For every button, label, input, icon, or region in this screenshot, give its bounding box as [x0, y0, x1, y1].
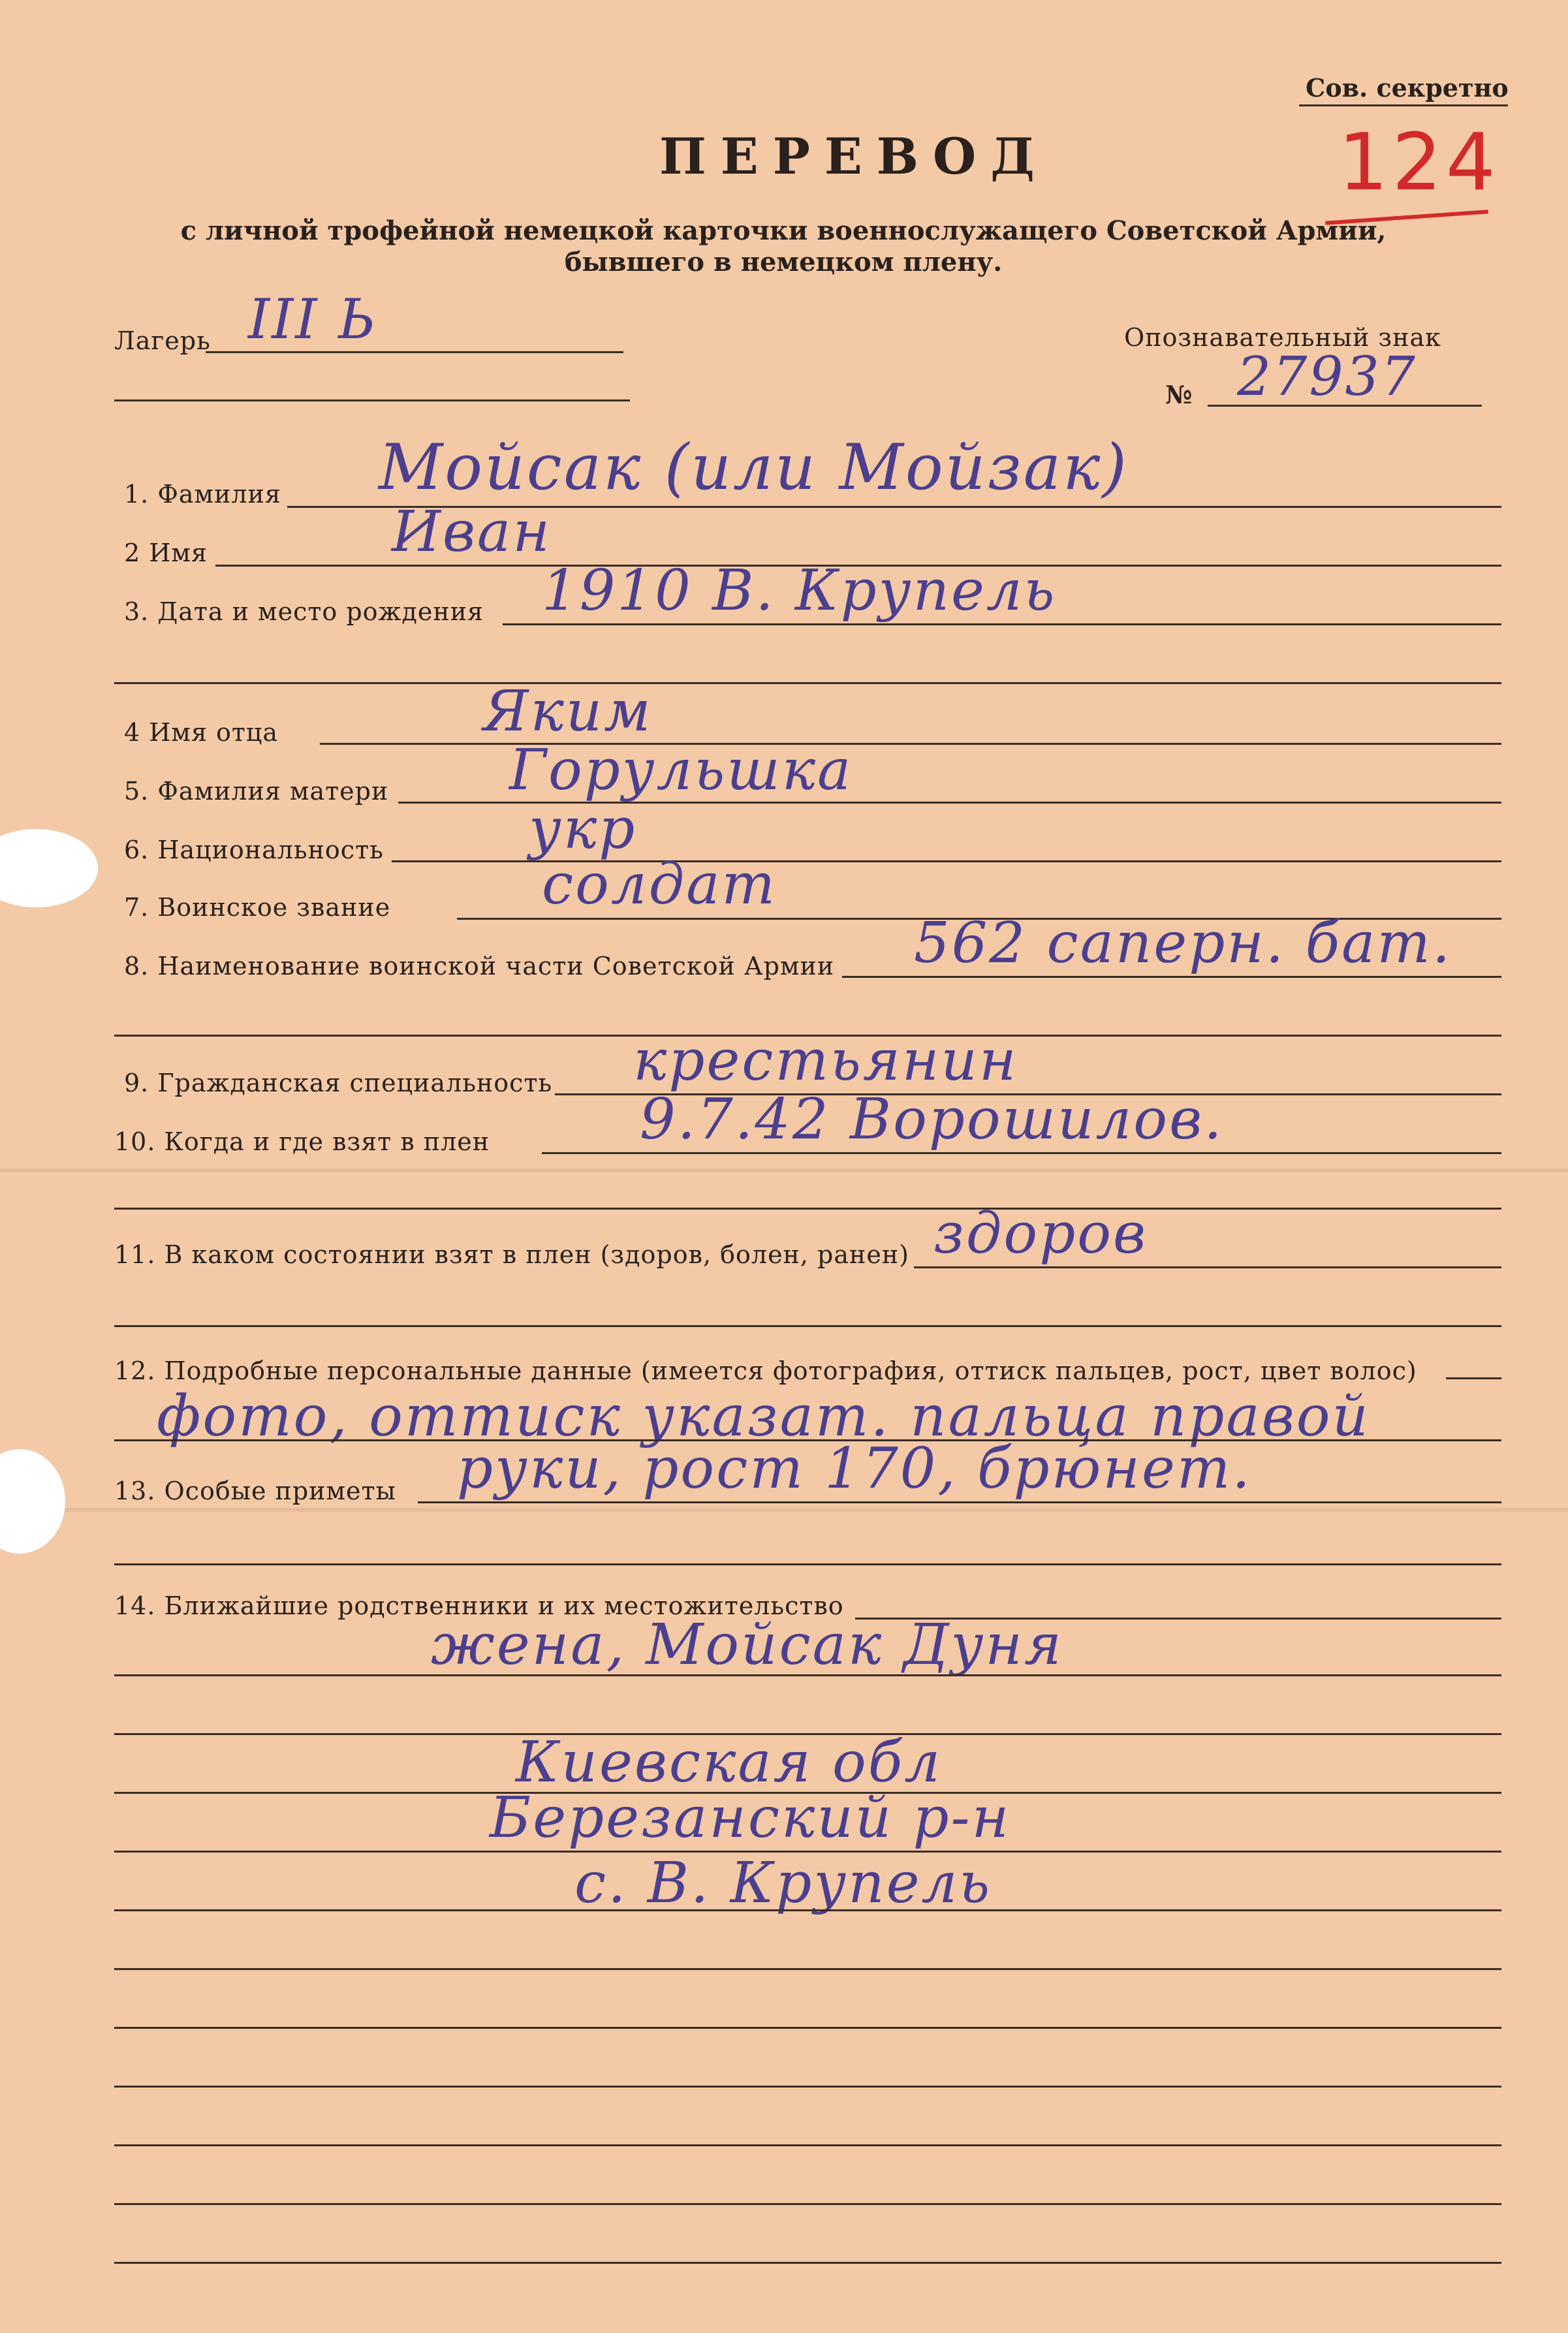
torn-edge	[0, 829, 98, 907]
field-relatives-line-2	[114, 1674, 1501, 1676]
field-captured-line	[542, 1152, 1501, 1154]
classification-underline	[1299, 104, 1508, 106]
field-relatives-line-9	[114, 2086, 1501, 2088]
field-name-label: 2 Имя	[124, 539, 208, 567]
camp-line-2	[114, 399, 630, 401]
field-nationality-label: 6. Национальность	[124, 836, 384, 864]
field-rank-label: 7. Воинское звание	[124, 893, 391, 922]
id-number-sign: №	[1165, 380, 1193, 409]
camp-label: Лагерь	[114, 326, 211, 355]
field-relatives-line1: жена, Мойсак Дуня	[431, 1612, 1063, 1678]
field-personal-label: 12. Подробные персональные данные (имеется фотография, оттиск пальцев, рост, цвет волос)	[114, 1356, 1417, 1385]
field-father-line	[320, 743, 1501, 745]
fold-crease	[0, 1508, 1568, 1512]
field-marks-line	[418, 1501, 1501, 1503]
fold-crease	[0, 1168, 1568, 1172]
torn-edge	[0, 1449, 65, 1554]
document-subtitle-line1: с личной трофейной немецкой карточки военнослужащего Советской Армии,	[180, 215, 1387, 246]
field-condition-label: 11. В каком состоянии взят в плен (здоров, болен, ранен)	[114, 1240, 909, 1269]
field-captured-value: 9.7.42 Ворошилов.	[640, 1087, 1224, 1152]
field-unit-line	[842, 976, 1501, 978]
field-birth-value: 1910 В. Крупель	[542, 558, 1057, 623]
field-condition-value: здоров	[933, 1201, 1148, 1266]
field-marks-line-2	[114, 1563, 1501, 1565]
field-personal-line	[1446, 1377, 1501, 1379]
field-relatives-line-12	[114, 2262, 1501, 2264]
field-surname-label: 1. Фамилия	[124, 480, 281, 509]
camp-value: III Ь	[248, 287, 377, 351]
field-relatives-line-8	[114, 2027, 1501, 2029]
field-father-value: Яким	[483, 679, 653, 744]
classification-label: Сов. секретно	[1306, 73, 1509, 102]
field-birth-label: 3. Дата и место рождения	[124, 597, 484, 626]
field-relatives-label: 14. Ближайшие родственники и их местожительство	[114, 1591, 844, 1620]
camp-line	[206, 351, 623, 353]
field-birth-line-2	[114, 682, 1501, 684]
field-condition-line	[914, 1266, 1501, 1268]
field-profession-label: 9. Гражданская специальность	[124, 1069, 553, 1097]
field-captured-label: 10. Когда и где взят в плен	[114, 1127, 490, 1156]
field-profession-value: крестьянин	[633, 1028, 1018, 1093]
field-relatives-line-11	[114, 2203, 1501, 2205]
field-marks-value: руки, рост 170, брюнет.	[457, 1436, 1252, 1501]
red-handwritten-number: 124	[1338, 117, 1500, 208]
field-relatives-line-10	[114, 2144, 1501, 2146]
field-relatives-line4: с. В. Крупель	[574, 1851, 992, 1916]
field-surname-value: Мойсак (или Мойзак)	[379, 431, 1129, 504]
field-father-label: 4 Имя отца	[124, 718, 278, 747]
document-subtitle-line2: бывшего в немецком плену.	[564, 247, 1003, 277]
field-relatives-line-6	[114, 1909, 1501, 1911]
field-mother-value: Горульшка	[509, 738, 853, 803]
field-relatives-line2: Киевская обл	[516, 1730, 942, 1795]
field-nationality-value: укр	[529, 796, 637, 862]
field-marks-label: 13. Особые приметы	[114, 1477, 396, 1505]
field-condition-line-2	[114, 1325, 1501, 1327]
field-name-value: Иван	[392, 499, 552, 565]
field-personal-value: фото, оттиск указат. пальца правой	[157, 1384, 1370, 1449]
field-relatives-line-7	[114, 1968, 1501, 1970]
field-mother-label: 5. Фамилия матери	[124, 777, 389, 806]
field-unit-label: 8. Наименование воинской части Советской Армии	[124, 952, 835, 980]
document-title: ПЕРЕВОД	[659, 127, 1049, 185]
id-tag-value: 27937	[1237, 346, 1417, 408]
id-tag-line	[1208, 405, 1482, 407]
field-unit-value: 562 саперн. бат.	[914, 911, 1452, 976]
field-captured-line-2	[114, 1208, 1501, 1210]
field-relatives-line3: Березанский р-н	[490, 1785, 1011, 1851]
id-tag-label: Опознавательный знак	[1124, 323, 1441, 352]
field-rank-value: солдат	[542, 852, 777, 917]
field-birth-line	[503, 623, 1501, 625]
